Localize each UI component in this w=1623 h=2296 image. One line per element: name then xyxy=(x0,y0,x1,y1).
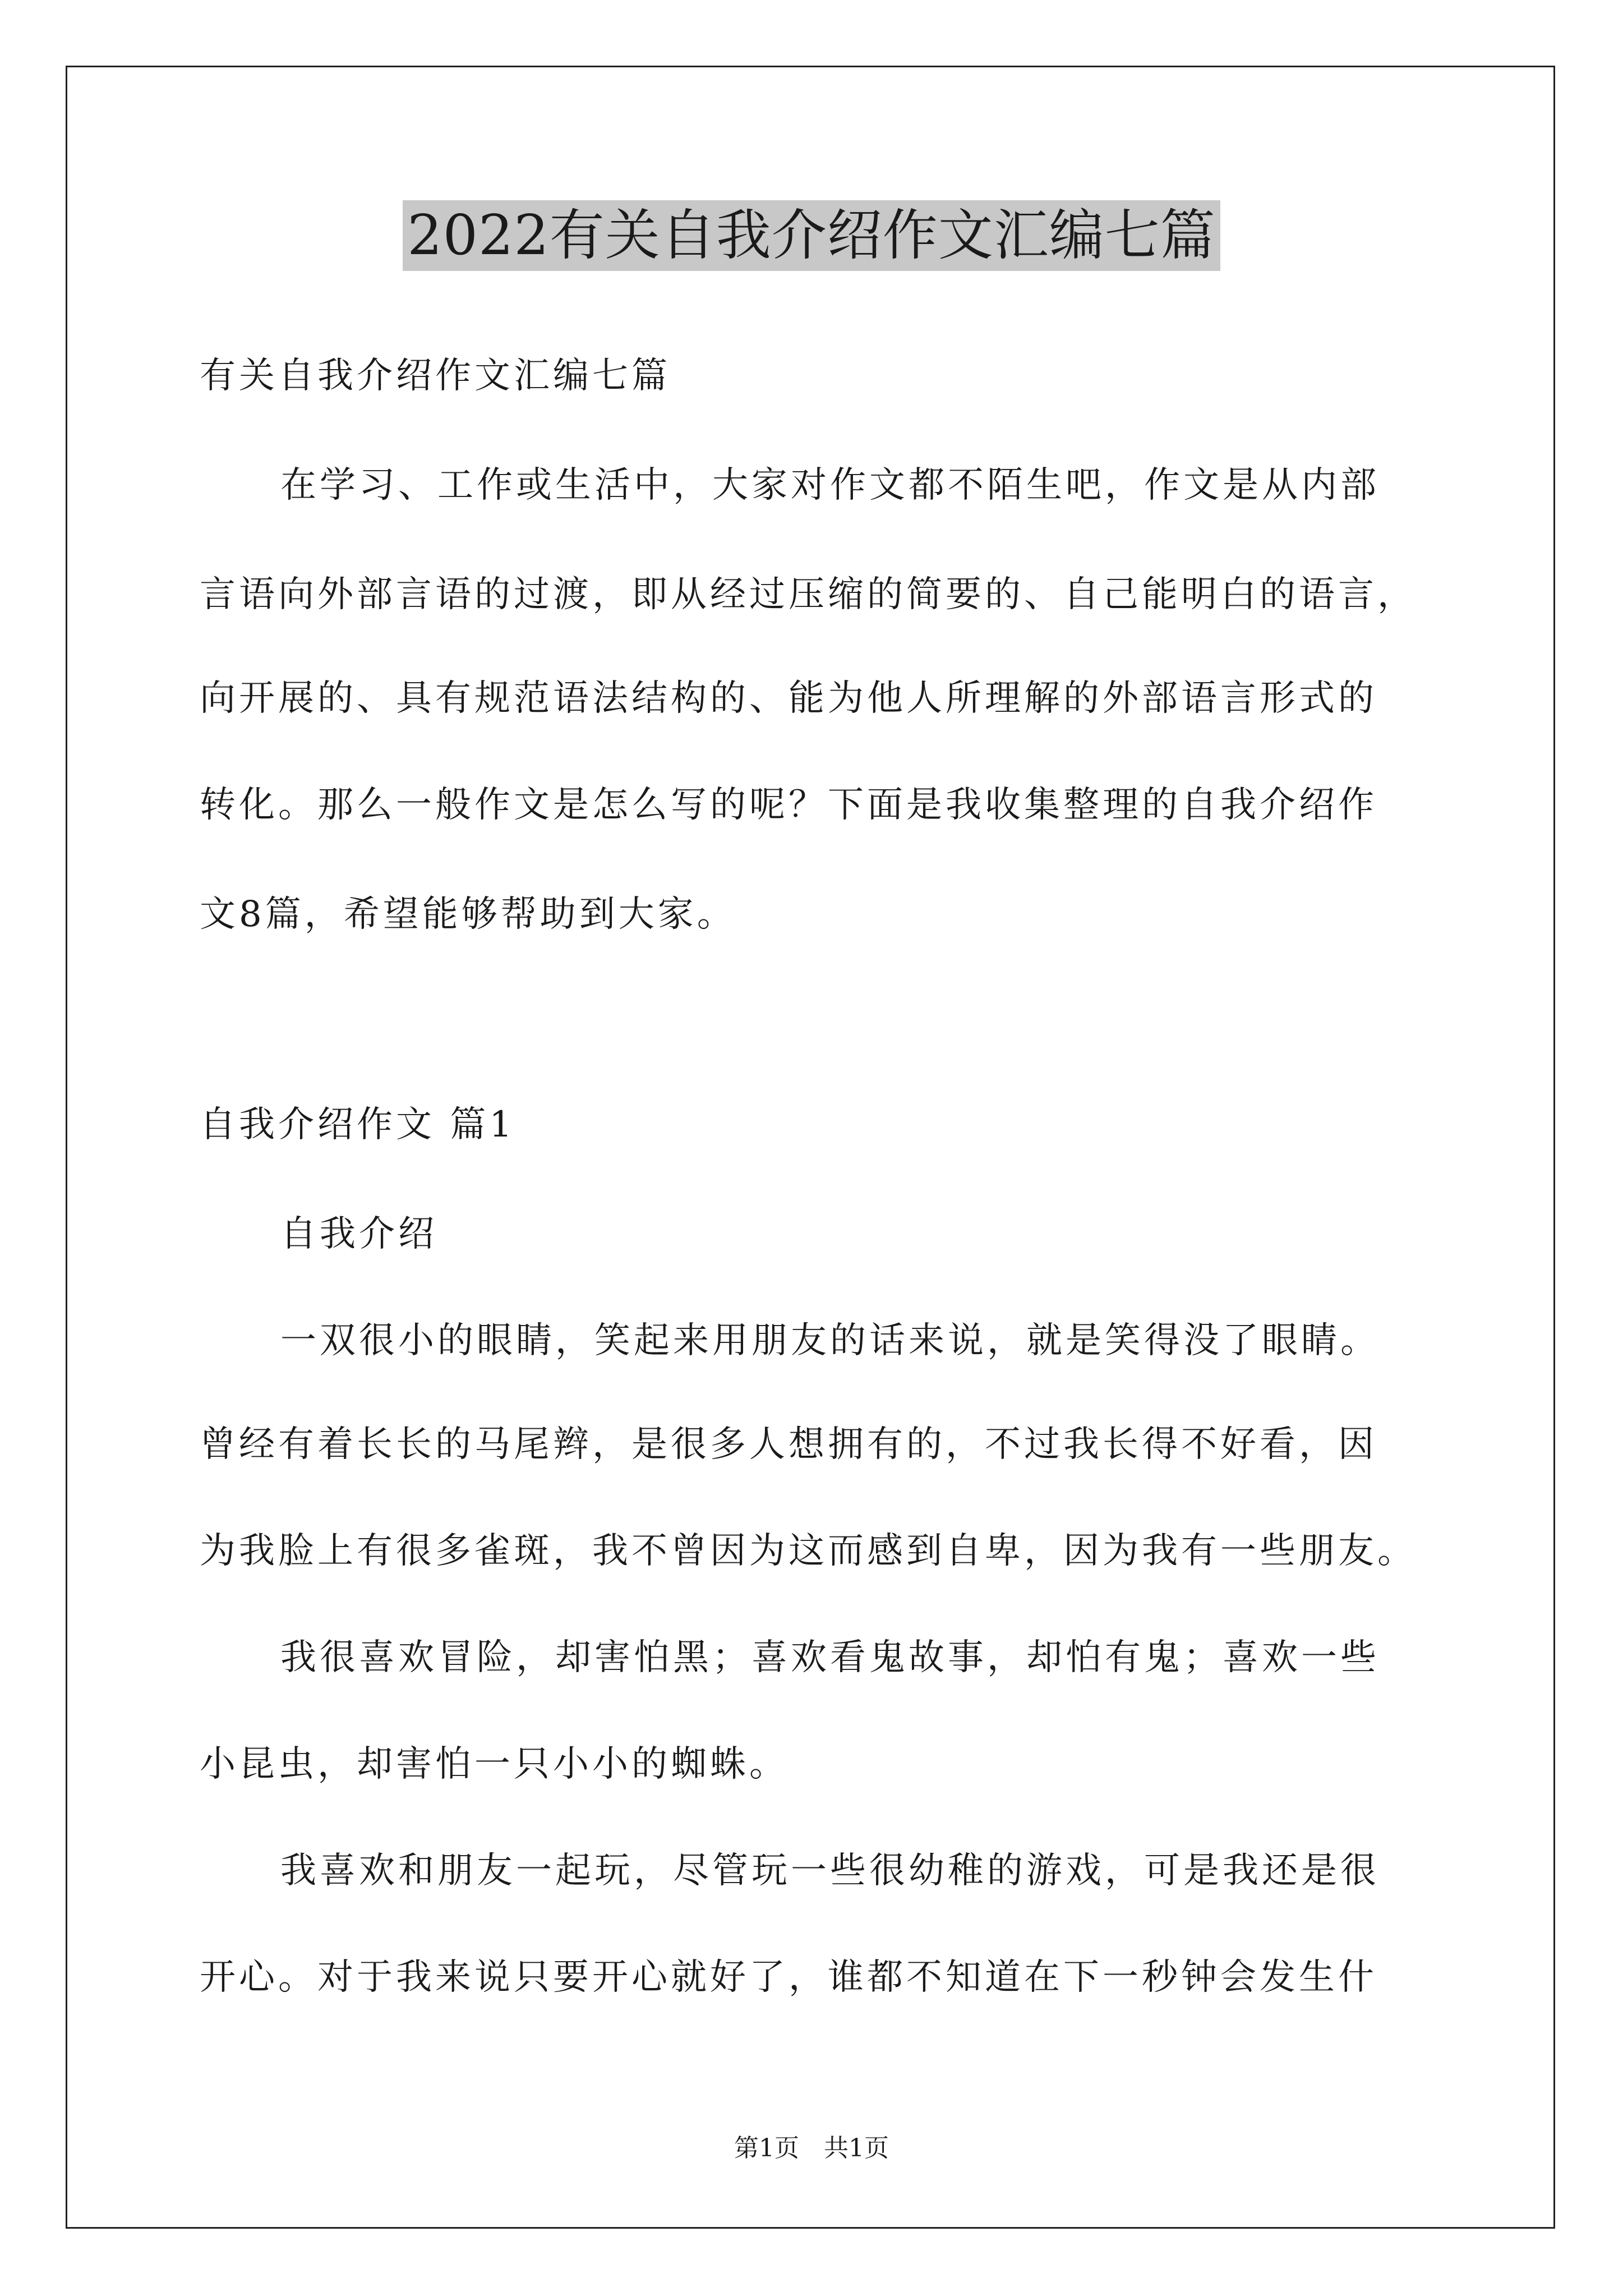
intro-line-3: 向开展的、具有规范语法结构的、能为他人所理解的外部语言形式的 xyxy=(200,678,1377,719)
intro-line-4: 转化。那么一般作文是怎么写的呢？下面是我收集整理的自我介绍作 xyxy=(200,784,1377,826)
essay-title: 自我介绍 xyxy=(280,1213,437,1255)
body-line-7: 开心。对于我来说只要开心就好了，谁都不知道在下一秒钟会发生什 xyxy=(200,1957,1377,1998)
body-line-3: 为我脸上有很多雀斑，我不曾因为这而感到自卑，因为我有一些朋友。 xyxy=(200,1530,1417,1572)
body-line-2: 曾经有着长长的马尾辫，是很多人想拥有的，不过我长得不好看，因 xyxy=(200,1424,1377,1465)
body-line-5: 小昆虫，却害怕一只小小的蜘蛛。 xyxy=(200,1743,789,1785)
page-footer: 第1页 共1页 xyxy=(734,2134,889,2162)
document-title-text: 2022有关自我介绍作文汇编七篇 xyxy=(403,200,1220,271)
body-line-6: 我喜欢和朋友一起玩，尽管玩一些很幼稚的游戏，可是我还是很 xyxy=(280,1850,1380,1892)
body-line-1: 一双很小的眼睛，笑起来用朋友的话来说，就是笑得没了眼睛。 xyxy=(280,1320,1380,1361)
intro-line-2: 言语向外部言语的过渡，即从经过压缩的简要的、自己能明白的语言， xyxy=(200,574,1417,615)
section-heading: 自我介绍作文 篇1 xyxy=(200,1104,516,1145)
intro-line-5: 文8篇，希望能够帮助到大家。 xyxy=(200,894,736,935)
intro-line-1: 在学习、工作或生活中，大家对作文都不陌生吧，作文是从内部 xyxy=(280,464,1380,506)
document-title xyxy=(0,199,1623,272)
body-line-4: 我很喜欢冒险，却害怕黑；喜欢看鬼故事，却怕有鬼；喜欢一些 xyxy=(280,1637,1380,1678)
subtitle: 有关自我介绍作文汇编七篇 xyxy=(200,355,671,397)
